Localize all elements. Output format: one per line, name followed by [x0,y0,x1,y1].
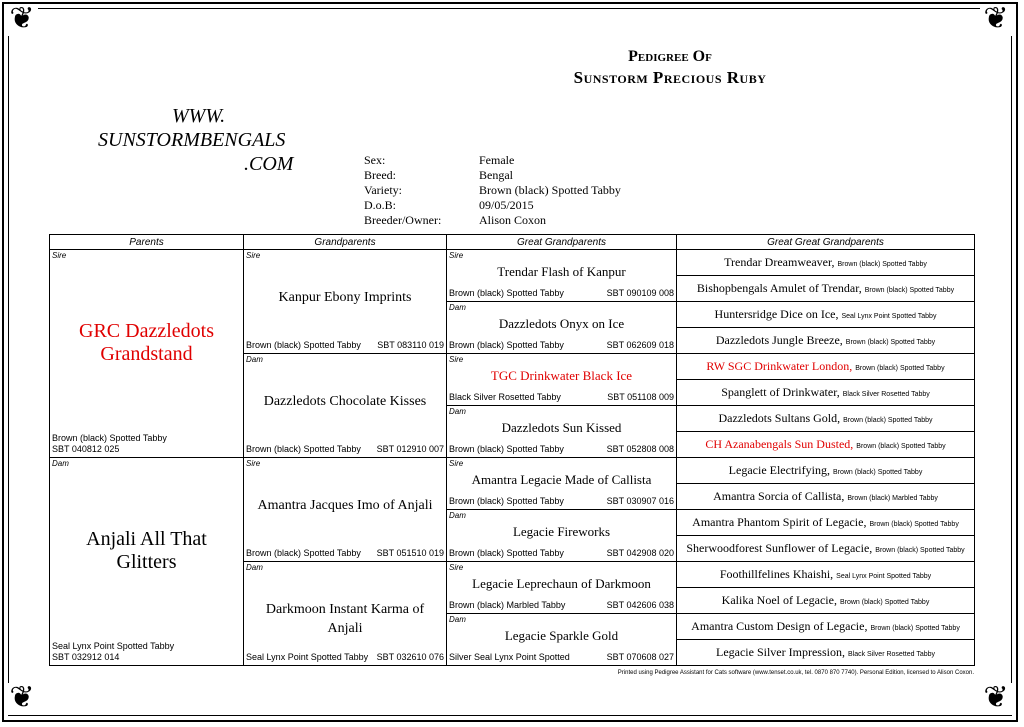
variety-text: Black Silver Rosetted Tabby [842,391,930,398]
great-great-grandparent-cell [677,276,975,302]
printed-note: Printed using Pedigree Assistant for Cats software (www.tenset.co.uk, tel. 0870 870 7740). Personal Edition, licensed to Alison Coxon. [617,670,974,676]
grandparent-cell [244,458,447,562]
grandparent-details [246,444,444,455]
variety-text: Brown (black) Spotted Tabby [449,340,564,350]
role-label: Sire [246,459,261,468]
role-label: Dam [246,563,263,572]
great-grandparent-details [449,340,674,351]
pedigree-row [50,250,975,276]
variety-text: Seal Lynx Point Spotted Tabby [836,573,932,580]
great-great-grandparent-cell [677,250,975,276]
great-grandparent-name: Trendar Flash of Kanpur [497,264,626,279]
great-great-grandparent-cell [677,380,975,406]
great-great-grandparent-cell [677,406,975,432]
registration-text: SBT 090109 008 [606,288,674,298]
great-grandparent-details [449,392,674,403]
registration-text: SBT 070608 027 [606,652,674,662]
great-grandparent-details [449,444,674,455]
grandparent-name: Amantra Jacques Imo of Anjali [257,498,433,513]
great-grandparent-cell [447,614,677,666]
great-grandparent-cell [447,510,677,562]
great-great-grandparent-name: Legacie Silver Impression, [716,645,845,659]
variety-text: Brown (black) Spotted Tabby [449,288,564,298]
registration-text: SBT 052808 008 [606,444,674,454]
great-great-grandparent-name: Amantra Sorcia of Callista, [713,489,845,503]
role-label: Dam [449,511,466,520]
great-grandparent-name: TGC Drinkwater Black Ice [490,368,633,383]
great-great-grandparent-cell [677,510,975,536]
great-great-grandparent-name: CH Azanabengals Sun Dusted, [705,437,854,451]
variety-text: Brown (black) Spotted Tabby [856,443,946,450]
info-row [364,198,621,213]
great-grandparent-details [449,652,674,663]
great-great-grandparent-name: Kalika Noel of Legacie, [721,593,837,607]
great-grandparent-cell [447,458,677,510]
variety-text: Seal Lynx Point Spotted Tabby [246,652,369,662]
pedigree-table [49,234,975,666]
role-label: Dam [449,303,466,312]
variety-text: Brown (black) Marbled Tabby [847,495,938,502]
website-line: WWW. [172,105,226,127]
parent-name: GRC Dazzledots Grandstand [79,320,214,365]
great-great-grandparent-cell [677,432,975,458]
role-label: Sire [449,251,464,260]
variety-text: Brown (black) Spotted Tabby [837,261,927,268]
role-label: Sire [246,251,261,260]
cat-name-title: Sunstorm Precious Ruby [573,68,767,87]
variety-text: Brown (black) Spotted Tabby [869,521,959,528]
role-label: Dam [52,459,69,468]
variety-text: Brown (black) Spotted Tabby [839,599,930,606]
corner-flourish-icon: ❦ [980,683,1012,715]
great-great-grandparent-cell [677,614,975,640]
info-row [364,153,621,168]
variety-text: Brown (black) Spotted Tabby [843,417,933,424]
variety-text: Brown (black) Spotted Tabby [449,496,564,506]
registration-text: SBT 012910 007 [376,444,444,454]
registration-text: SBT 032912 014 [52,652,120,662]
great-grandparent-cell [447,562,677,614]
great-grandparent-details [449,496,674,507]
info-label: Sex: [364,153,386,167]
great-great-grandparent-name: Sherwoodforest Sunflower of Legacie, [686,541,873,555]
variety-text: Brown (black) Spotted Tabby [449,548,564,558]
role-label: Dam [449,615,466,624]
parent-details [52,641,241,663]
registration-text: SBT 030907 016 [606,496,674,506]
grandparent-cell [244,250,447,354]
variety-text: Brown (black) Spotted Tabby [246,340,361,350]
great-great-grandparent-name: Trendar Dreamweaver, [724,255,835,269]
variety-text: Brown (black) Spotted Tabby [246,444,361,454]
role-label: Dam [449,407,466,416]
pedigree-title: Pedigree Of [628,48,712,65]
great-grandparent-details [449,600,674,611]
corner-flourish-icon: ❦ [6,4,38,36]
role-label: Sire [52,251,67,260]
great-grandparent-cell [447,406,677,458]
great-great-grandparent-name: Legacie Electrifying, [728,463,830,477]
great-grandparent-name: Dazzledots Sun Kissed [501,420,622,435]
info-row [364,183,621,198]
info-value: Bengal [479,168,513,182]
registration-text: SBT 083110 019 [377,340,444,350]
great-great-grandparent-name: Amantra Custom Design of Legacie, [691,619,868,633]
great-great-grandparent-name: Dazzledots Sultans Gold, [718,411,841,425]
corner-flourish-icon: ❦ [980,4,1012,36]
variety-text: Black Silver Rosetted Tabby [847,651,935,658]
grandparent-name: Darkmoon Instant Karma of Anjali [265,602,425,636]
registration-text: SBT 040812 025 [52,444,120,454]
great-great-grandparent-cell [677,302,975,328]
registration-text: SBT 042606 038 [606,600,674,610]
parent-name: Anjali All That Glitters [86,528,207,573]
info-row [364,168,621,183]
website-line: SUNSTORMBENGALS [98,129,286,151]
great-great-grandparent-name: Huntersridge Dice on Ice, [714,307,839,321]
header-row [50,235,975,250]
role-label: Sire [449,563,464,572]
pedigree-row [50,458,975,484]
parent-cell [50,458,244,666]
website-logo [98,104,308,176]
website-line: .COM [244,153,294,175]
great-grandparent-details [449,548,674,559]
great-great-grandparent-cell [677,588,975,614]
great-grandparent-name: Legacie Leprechaun of Darkmoon [472,576,651,591]
column-header-parents: Parents [50,235,244,250]
variety-text: Brown (black) Marbled Tabby [449,600,566,610]
great-great-grandparent-cell [677,484,975,510]
variety-text: Silver Seal Lynx Point Spotted [449,652,570,662]
great-great-grandparent-name: Bishopbengals Amulet of Trendar, [696,281,862,295]
info-label: D.o.B: [364,198,397,212]
corner-flourish-icon: ❦ [6,683,38,715]
variety-text: Brown (black) Spotted Tabby [246,548,361,558]
variety-text: Seal Lynx Point Spotted Tabby [841,313,937,320]
great-great-grandparent-name: Spanglett of Drinkwater, [721,385,840,399]
great-grandparent-name: Dazzledots Onyx on Ice [498,316,625,331]
great-great-grandparent-name: Foothillfelines Khaishi, [719,567,834,581]
great-great-grandparent-cell [677,458,975,484]
variety-text: Brown (black) Spotted Tabby [864,287,955,294]
great-grandparent-name: Legacie Fireworks [512,524,611,539]
role-label: Sire [449,355,464,364]
great-grandparent-cell [447,250,677,302]
great-great-grandparent-name: Dazzledots Jungle Breeze, [715,333,843,347]
cat-info-block [364,153,621,228]
grandparent-details [246,652,444,663]
info-label: Breed: [364,168,396,182]
great-grandparent-name: Legacie Sparkle Gold [504,628,619,643]
great-grandparent-details [449,288,674,299]
role-label: Dam [246,355,263,364]
variety-text: Brown (black) Spotted Tabby [52,433,167,443]
great-grandparent-cell [447,354,677,406]
registration-text: SBT 062609 018 [606,340,674,350]
column-header-great-great-grandparents: Great Great Grandparents [677,235,975,250]
great-great-grandparent-name: RW SGC Drinkwater London, [706,359,853,373]
info-label: Breeder/Owner: [364,213,442,227]
column-header-grandparents: Grandparents [244,235,447,250]
info-value: Brown (black) Spotted Tabby [479,183,621,197]
registration-text: SBT 051510 019 [376,548,444,558]
info-value: Female [479,153,515,167]
great-grandparent-cell [447,302,677,354]
registration-text: SBT 042908 020 [606,548,674,558]
variety-text: Black Silver Rosetted Tabby [449,392,561,402]
info-value: Alison Coxon [479,213,547,227]
variety-text: Brown (black) Spotted Tabby [875,547,965,554]
variety-text: Seal Lynx Point Spotted Tabby [52,641,175,651]
grandparent-name: Kanpur Ebony Imprints [278,290,412,305]
column-header-great-grandparents: Great Grandparents [447,235,677,250]
great-great-grandparent-cell [677,562,975,588]
grandparent-details [246,340,444,351]
great-grandparent-name: Amantra Legacie Made of Callista [471,472,652,487]
grandparent-cell [244,354,447,458]
variety-text: Brown (black) Spotted Tabby [870,625,960,632]
grandparent-details [246,548,444,559]
parent-cell [50,250,244,458]
variety-text: Brown (black) Spotted Tabby [449,444,564,454]
great-great-grandparent-cell [677,536,975,562]
info-row [364,213,621,228]
great-great-grandparent-name: Amantra Phantom Spirit of Legacie, [692,515,867,529]
variety-text: Brown (black) Spotted Tabby [845,339,936,346]
great-great-grandparent-cell [677,328,975,354]
registration-text: SBT 032610 076 [376,652,444,662]
variety-text: Brown (black) Spotted Tabby [855,365,945,372]
info-label: Variety: [364,183,402,197]
parent-details [52,433,241,455]
great-great-grandparent-cell [677,354,975,380]
great-great-grandparent-cell [677,640,975,666]
variety-text: Brown (black) Spotted Tabby [832,469,923,476]
grandparent-cell [244,562,447,666]
registration-text: SBT 051108 009 [607,392,674,402]
grandparent-name: Dazzledots Chocolate Kisses [263,394,427,409]
info-value: 09/05/2015 [479,198,534,212]
role-label: Sire [449,459,464,468]
